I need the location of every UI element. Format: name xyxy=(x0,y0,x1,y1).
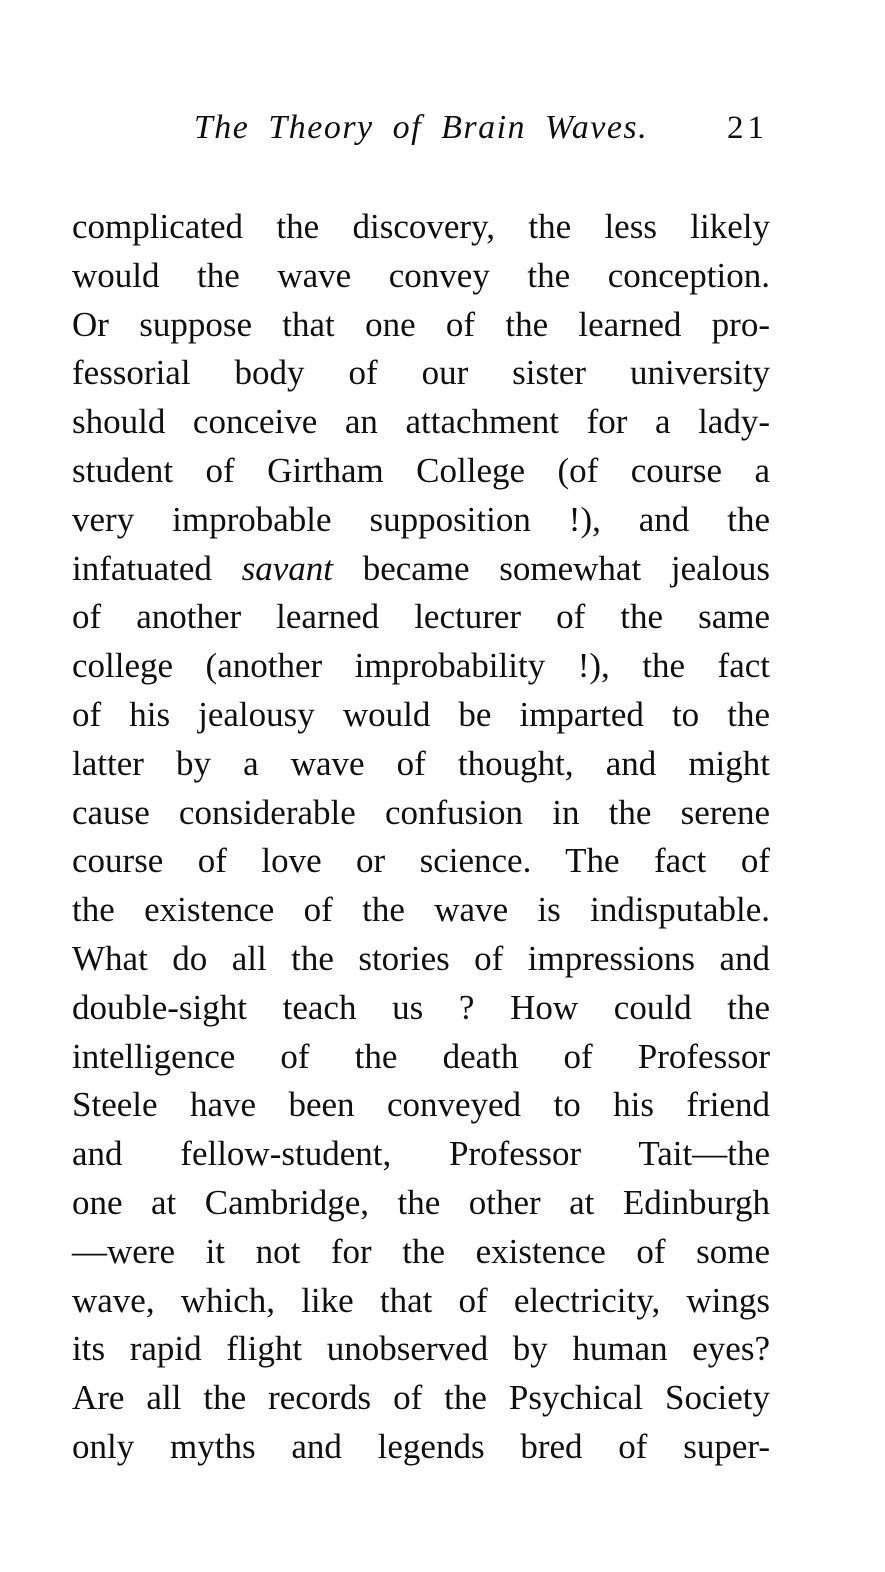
text-line: and fellow-student, Professor Tait—the xyxy=(72,1134,770,1174)
text-line xyxy=(72,545,770,594)
text-line: wave, which, like that of electricity, wings xyxy=(72,1280,770,1320)
text-line: college (another improbability !), the fact xyxy=(72,646,770,686)
text-line: intelligence of the death of Professor xyxy=(72,1036,770,1076)
text-line: student of Girtham College (of course a xyxy=(72,450,770,490)
text-line: —were it not for the existence of some xyxy=(72,1231,770,1271)
text-segment: infatuated xyxy=(72,548,212,588)
text-line: What do all the stories of impressions and xyxy=(72,938,770,978)
text-line: of his jealousy would be imparted to the xyxy=(72,694,770,734)
text-line: its rapid flight unobserved by human eyes? xyxy=(72,1329,770,1369)
text-line: one at Cambridge, the other at Edinburgh xyxy=(72,1182,770,1222)
text-line: course of love or science. The fact of xyxy=(72,841,770,881)
text-line: very improbable supposition !), and the xyxy=(72,499,770,539)
italic-word: savant xyxy=(241,548,334,588)
text-line: only myths and legends bred of super- xyxy=(72,1426,770,1466)
text-line: cause considerable confusion in the serene xyxy=(72,792,770,832)
text-line: of another learned lecturer of the same xyxy=(72,597,770,637)
text-line: fessorial body of our sister university xyxy=(72,353,770,393)
text-line: the existence of the wave is indisputable. xyxy=(72,890,770,930)
text-line: Or suppose that one of the learned pro- xyxy=(72,304,770,344)
text-line: Are all the records of the Psychical Society xyxy=(72,1378,770,1418)
text-line: latter by a wave of thought, and might xyxy=(72,743,770,783)
text-line: complicated the discovery, the less likely xyxy=(72,207,770,246)
text-segment: became somewhat jealous xyxy=(362,548,770,588)
body-text xyxy=(72,203,770,1472)
page-number: 21 xyxy=(727,110,768,146)
text-line: Steele have been conveyed to his friend xyxy=(72,1085,770,1125)
running-head xyxy=(72,104,770,154)
page-title: The Theory of Brain Waves. xyxy=(193,109,649,146)
text-line: double-sight teach us ? How could the xyxy=(72,987,770,1027)
text-line: should conceive an attachment for a lady- xyxy=(72,402,770,442)
text-line: would the wave convey the conception. xyxy=(72,255,770,295)
